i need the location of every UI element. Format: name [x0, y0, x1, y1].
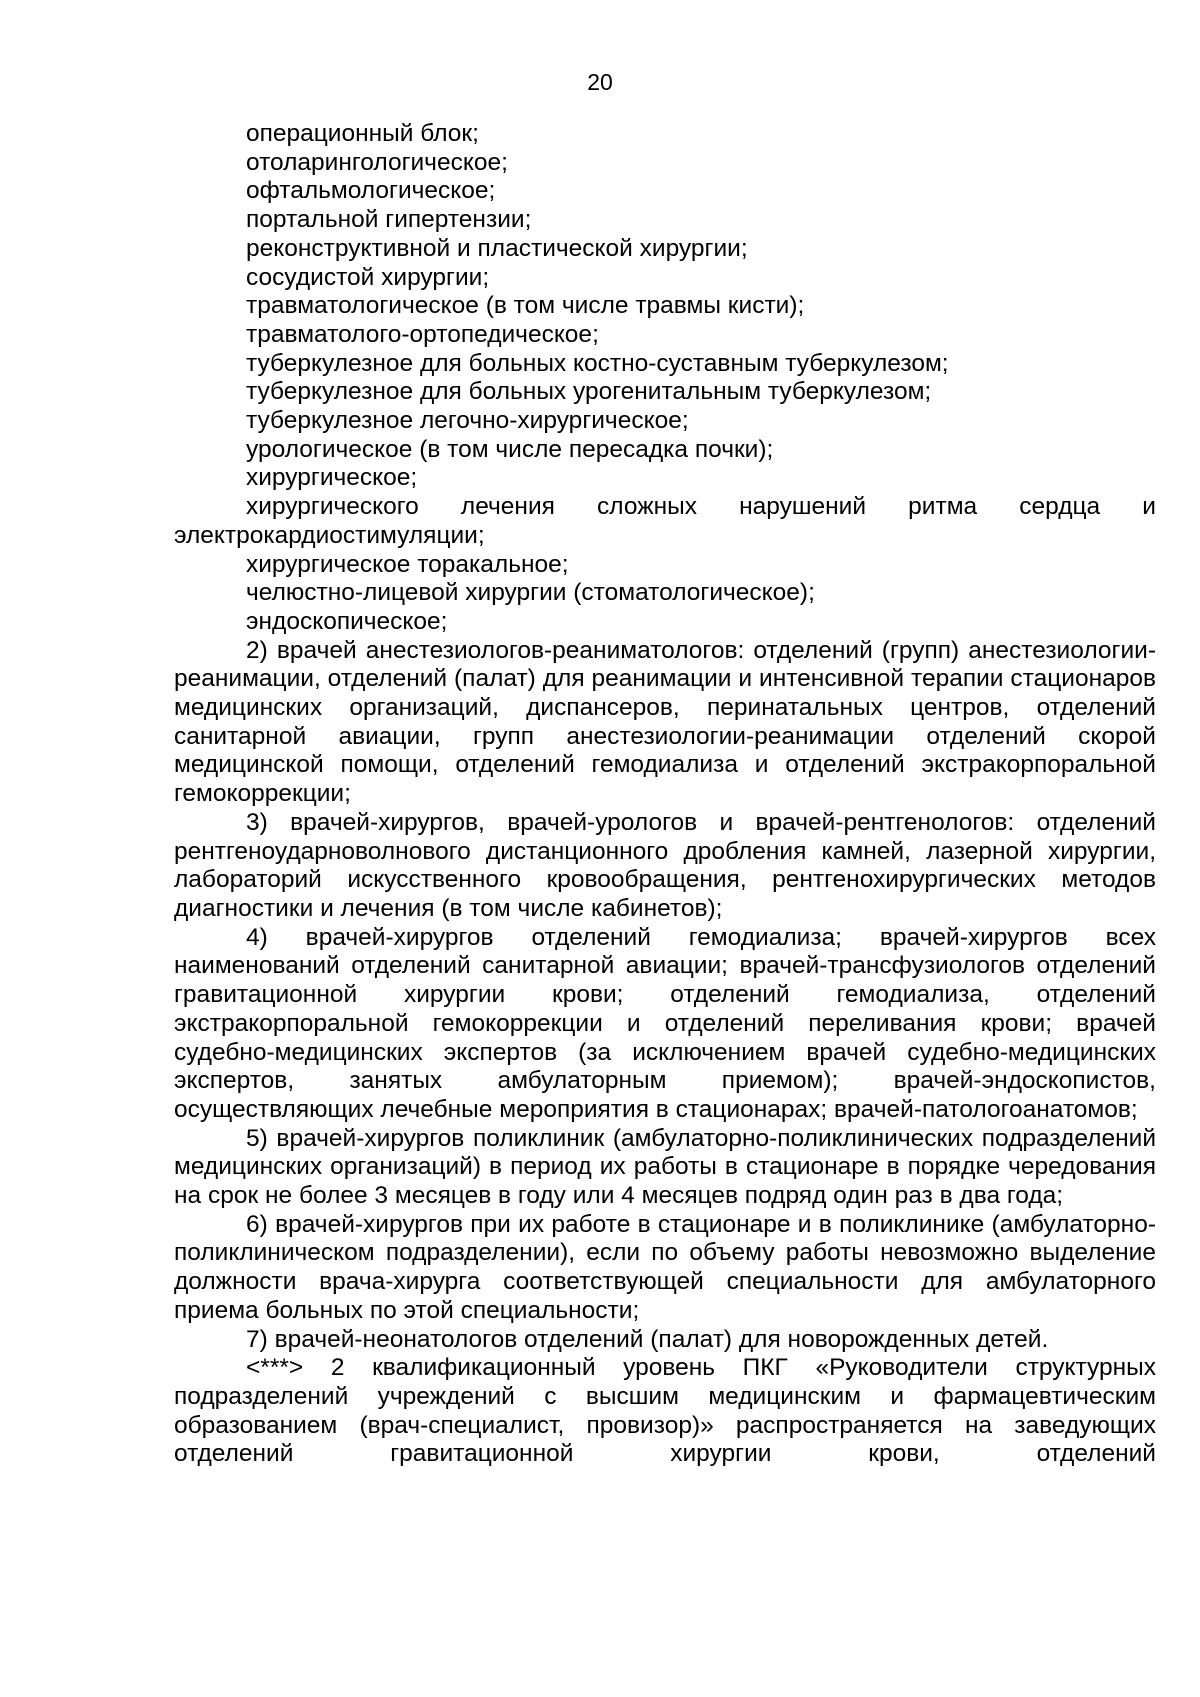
list-item: отоларингологическое;: [246, 148, 508, 176]
document-body: [174, 120, 1156, 1469]
list-item: челюстно-лицевой хирургии (стоматологическое);: [246, 579, 815, 607]
footnote-paragraph: <***> 2 квалификационный уровень ПКГ «Руководители структурных подразделений учреждений с высшим медицинским и фармацевтическим образованием (врач-специалист, провизор)» распространяется на заведующих отделений гравитационной хирургии крови, отделений: [174, 1354, 1156, 1468]
paragraph-5: 5) врачей-хирургов поликлиник (амбулаторно-поликлинических подразделений медицинских организаций) в период их работы в стационаре в порядке чередования на срок не более 3 месяцев в году или 4 месяцев подряд один раз в два года;: [174, 1124, 1156, 1210]
paragraph-4: 4) врачей-хирургов отделений гемодиализа; врачей-хирургов всех наименований отделений санитарной авиации; врачей-трансфузиологов отделений гравитационной хирургии крови; отделений гемодиализа, отделений экстракорпоральной гемокоррекции и отделений переливания крови; врачей судебно-медицинских экспертов (за исключением врачей судебно-медицинских экспертов, занятых амбулаторным приемом); врачей-эндоскопистов, осуществляющих лечебные мероприятия в стационарах; врачей-патологоанатомов;: [174, 923, 1156, 1123]
list-item: портальной гипертензии;: [246, 206, 532, 234]
list-item: травматолого-ортопедическое;: [246, 320, 599, 348]
paragraph-6: 6) врачей-хирургов при их работе в стационаре и в поликлинике (амбулаторно-поликлиническом подразделении), если по объему работы невозможно выделение должности врача-хирурга соответствующей специальности для амбулаторного приема больных по этой специальности;: [174, 1210, 1156, 1324]
list-item: туберкулезное для больных урогенитальным туберкулезом;: [246, 378, 932, 406]
paragraph-3: 3) врачей-хирургов, врачей-урологов и врачей-рентгенологов: отделений рентгеноударноволнового дистанционного дробления камней, лазерной хирургии, лабораторий искусственного кровообращения, рентгенохирургических методов диагностики и лечения (в том числе кабинетов);: [174, 808, 1156, 922]
list-item: урологическое (в том числе пересадка почки);: [246, 435, 774, 463]
list-item: туберкулезное для больных костно-суставным туберкулезом;: [246, 349, 949, 377]
paragraph-2: 2) врачей анестезиологов-реаниматологов: отделений (групп) анестезиологии-реанимации, отделений (палат) для реанимации и интенсивной терапии стационаров медицинских организаций, диспансеров, перинатальных центров, отделений санитарной авиации, групп анестезиологии-реанимации отделений скорой медицинской помощи, отделений гемодиализа и отделений экстракорпоральной гемокоррекции;: [174, 636, 1156, 808]
department-list: [174, 120, 1156, 637]
list-item: реконструктивной и пластической хирургии;: [246, 234, 748, 262]
list-item: хирургическое;: [246, 464, 418, 492]
list-item: хирургическое торакальное;: [246, 550, 569, 578]
list-item: сосудистой хирургии;: [246, 263, 490, 291]
list-item: травматологическое (в том числе травмы кисти);: [246, 292, 805, 320]
list-item: хирургического лечения сложных нарушений ритма сердца и электрокардиостимуляции;: [174, 493, 1156, 549]
list-item: офтальмологическое;: [246, 177, 496, 205]
paragraph-7: 7) врачей-неонатологов отделений (палат) для новорожденных детей.: [246, 1325, 1049, 1353]
list-item: операционный блок;: [246, 120, 479, 147]
list-item: эндоскопическое;: [246, 607, 448, 635]
list-item: туберкулезное легочно-хирургическое;: [246, 407, 689, 435]
page-number: 20: [587, 69, 613, 95]
